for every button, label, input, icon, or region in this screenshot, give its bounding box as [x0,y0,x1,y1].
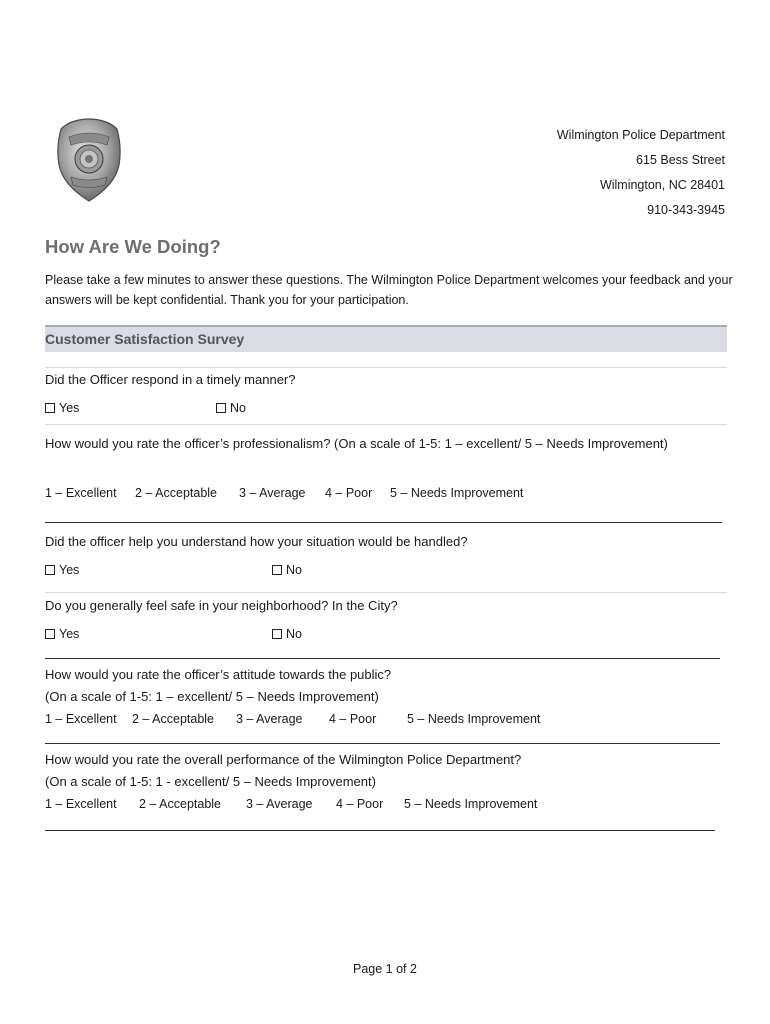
org-street: 615 Bess Street [636,153,725,167]
answer-line [45,522,722,523]
question-3: Did the officer help you understand how your situation would be handled? [45,534,468,549]
yes-label: Yes [59,627,80,641]
checkbox-icon[interactable] [45,629,55,639]
question-1: Did the Officer respond in a timely manner? [45,372,296,387]
org-name: Wilmington Police Department [556,128,725,142]
question-5: How would you rate the officer’s attitude towards the public? [45,667,392,682]
no-label: No [230,401,246,415]
checkbox-icon[interactable] [272,629,282,639]
q4-yes-option[interactable] [45,626,79,642]
page-title: How Are We Doing? [45,236,221,257]
q5-option-2[interactable]: 2 – Acceptable [132,712,215,726]
q6-option-1[interactable]: 1 – Excellent [45,797,117,811]
q2-option-1[interactable]: 1 – Excellent [45,486,117,500]
q2-option-4[interactable]: 4 – Poor [325,486,373,500]
answer-line [45,830,715,831]
question-2: How would you rate the officer’s professionalism? (On a scale of 1-5: 1 – excellent/ 5 – Needs Improvement) [45,436,668,451]
no-label: No [286,627,302,641]
checkbox-icon[interactable] [216,403,226,413]
org-city: Wilmington, NC 28401 [599,178,725,192]
divider [45,592,727,593]
question-6-scale-note: (On a scale of 1-5: 1 - excellent/ 5 – Needs Improvement) [45,774,376,789]
yes-label: Yes [59,563,80,577]
question-4: Do you generally feel safe in your neighborhood? In the City? [45,598,398,613]
q2-option-2[interactable]: 2 – Acceptable [135,486,218,500]
no-label: No [286,563,302,577]
checkbox-icon[interactable] [45,403,55,413]
q6-option-4[interactable]: 4 – Poor [336,797,384,811]
q3-no-option[interactable] [272,562,302,578]
question-5-scale-note: (On a scale of 1-5: 1 – excellent/ 5 – Needs Improvement) [45,689,379,704]
checkbox-icon[interactable] [272,565,282,575]
q5-option-3[interactable]: 3 – Average [236,712,303,726]
q6-option-5[interactable]: 5 – Needs Improvement [404,797,538,811]
org-phone: 910-343-3945 [647,203,725,217]
divider [45,367,727,368]
q5-option-5[interactable]: 5 – Needs Improvement [407,712,541,726]
answer-line [45,743,720,744]
q1-no-option[interactable] [216,400,246,416]
q1-yes-option[interactable] [45,400,79,416]
q5-option-4[interactable]: 4 – Poor [329,712,377,726]
q2-option-3[interactable]: 3 – Average [239,486,306,500]
yes-label: Yes [59,401,80,415]
police-badge-icon [55,117,123,203]
answer-line [45,658,720,659]
checkbox-icon[interactable] [45,565,55,575]
q5-option-1[interactable]: 1 – Excellent [45,712,117,726]
q4-no-option[interactable] [272,626,302,642]
question-6: How would you rate the overall performance of the Wilmington Police Department? [45,752,522,767]
q3-yes-option[interactable] [45,562,79,578]
q6-option-2[interactable]: 2 – Acceptable [139,797,222,811]
q2-option-5[interactable]: 5 – Needs Improvement [390,486,524,500]
intro-text: Please take a few minutes to answer these questions. The Wilmington Police Department welcomes your feedback and your answers will be kept confidential. Thank you for your participation. [45,273,733,307]
page-number: Page 1 of 2 [353,962,417,976]
section-header: Customer Satisfaction Survey [45,331,245,347]
q6-option-3[interactable]: 3 – Average [246,797,313,811]
divider [45,424,727,425]
